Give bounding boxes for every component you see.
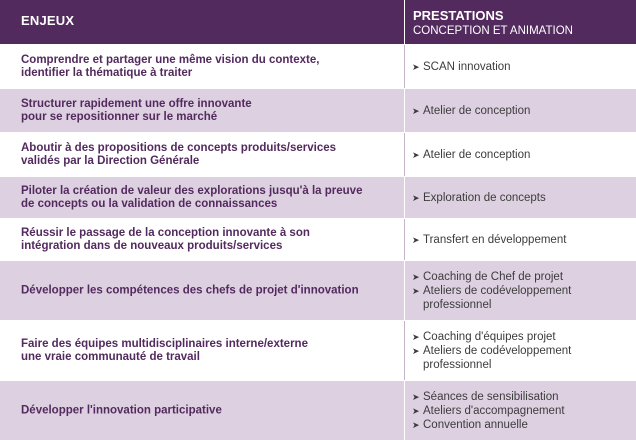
prestation-label: Ateliers de codéveloppement professionnel [423,344,572,371]
enjeu-text-line: identifier la thématique à traiter [21,66,193,79]
arrow-bullet-icon: ➤ [412,234,420,245]
enjeu-text-line: pour se repositionner sur le marché [21,110,218,123]
enjeu-cell [21,142,396,168]
prestation-item [412,344,632,372]
column-divider [404,219,405,260]
enjeu-cell [21,185,396,211]
enjeu-text-line: Développer l'innovation participative [21,404,222,416]
prestation-label: Atelier de conception [423,104,531,117]
prestation-label: Coaching d'équipes projet [423,330,556,343]
arrow-bullet-icon: ➤ [412,149,420,160]
enjeu-text-line: Piloter la création de valeur des explorations jusqu'à la preuve [21,184,363,197]
table-row [0,88,636,132]
prestation-cell [412,330,632,372]
column-divider [404,381,405,440]
prestation-item [412,191,632,205]
prestation-cell [412,191,632,205]
prestation-label: Séances de sensibilisation [423,390,559,403]
enjeu-cell [21,227,396,253]
prestation-label: Ateliers de codéveloppement professionnel [423,284,572,311]
table-row [0,320,636,380]
arrow-bullet-icon: ➤ [412,405,420,416]
column-divider [404,133,405,176]
prestation-label: SCAN innovation [423,60,511,73]
table-header [0,0,636,44]
enjeu-text-line: Faire des équipes multidisciplinaires interne/externe [21,337,308,350]
header-prestations-subtitle: CONCEPTION ET ANIMATION [413,25,573,37]
column-divider [404,177,405,218]
header-enjeux [0,0,405,44]
prestation-cell [412,104,632,118]
prestation-item [412,404,632,418]
enjeu-cell [21,54,396,80]
prestation-cell [412,233,632,247]
table-row [0,44,636,88]
header-prestations-title: PRESTATIONS [413,8,504,23]
prestation-item [412,233,632,247]
prestation-item [412,330,632,344]
prestation-item [412,284,632,312]
column-divider [404,321,405,380]
prestation-label: Transfert en développement [423,233,567,246]
prestation-label: Convention annuelle [423,418,528,431]
prestation-item [412,418,632,432]
prestation-item [412,270,632,284]
arrow-bullet-icon: ➤ [412,345,420,356]
enjeu-cell [21,338,396,364]
enjeu-cell [21,98,396,124]
enjeu-cell [21,404,396,417]
table-row [0,218,636,260]
table-row [0,380,636,440]
enjeu-text-line: Aboutir à des propositions de concepts produits/services [21,141,337,154]
column-divider [404,89,405,132]
prestation-item [412,104,632,118]
prestation-label: Atelier de conception [423,148,531,161]
enjeu-text-line: Développer les compétences des chefs de projet d'innovation [21,284,359,296]
enjeu-cell [21,284,396,297]
enjeu-text-line: Comprendre et partager une même vision du contexte, [21,53,320,66]
prestation-item [412,148,632,162]
table-row [0,260,636,320]
header-enjeux-label: ENJEUX [21,13,75,28]
prestation-cell [412,60,632,74]
enjeu-text-line: de concepts ou la validation de connaissances [21,197,278,210]
table-row [0,176,636,218]
enjeu-text-line: Structurer rapidement une offre innovante [21,97,252,110]
arrow-bullet-icon: ➤ [412,331,420,342]
arrow-bullet-icon: ➤ [412,61,420,72]
enjeu-text-line: validés par la Direction Générale [21,154,200,167]
arrow-bullet-icon: ➤ [412,285,420,296]
column-divider [404,261,405,320]
arrow-bullet-icon: ➤ [412,391,420,402]
prestation-cell [412,148,632,162]
arrow-bullet-icon: ➤ [412,105,420,116]
arrow-bullet-icon: ➤ [412,271,420,282]
column-divider [404,45,405,88]
arrow-bullet-icon: ➤ [412,419,420,430]
prestation-cell [412,270,632,312]
arrow-bullet-icon: ➤ [412,192,420,203]
prestation-item [412,390,632,404]
prestation-label: Coaching de Chef de projet [423,270,564,283]
enjeu-text-line: une vraie communauté de travail [21,350,200,363]
enjeu-text-line: intégration dans de nouveaux produits/services [21,239,283,252]
prestation-cell [412,390,632,432]
enjeu-text-line: Réussir le passage de la conception innovante à son [21,226,310,239]
prestation-label: Exploration de concepts [423,191,546,204]
prestation-item [412,60,632,74]
prestation-label: Ateliers d'accompagnement [423,404,565,417]
table-row [0,132,636,176]
